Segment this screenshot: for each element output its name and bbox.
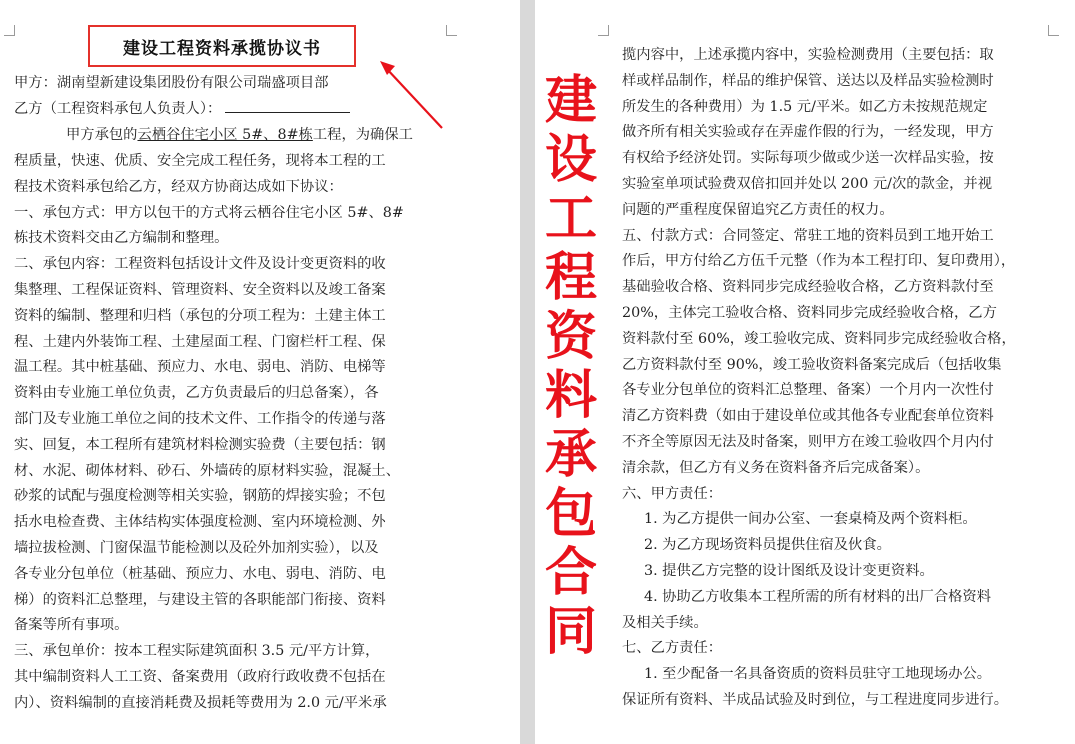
banner-character: 工	[544, 189, 597, 249]
banner-character: 设	[544, 130, 597, 190]
left-body-line: 砂浆的试配与强度检测等相关实验，钢筋的焊接实验；不包	[14, 488, 386, 505]
party-b-line	[14, 98, 350, 119]
document-title: 建设工程资料承揽协议书	[123, 38, 321, 59]
left-body-line: 资料由专业施工单位负责，乙方负责最后的归总备案），各	[14, 385, 379, 402]
crop-mark-right-top	[598, 25, 609, 36]
intro-suffix: 工程，为确保工	[312, 127, 413, 143]
left-body-line: 材、水泥、砌体材料、砂石、外墙砖的原材料实验，混凝土、	[14, 462, 401, 479]
left-body-line: 一、承包方式：甲方以包干的方式将云栖谷住宅小区 5#、8#	[14, 204, 404, 221]
crop-mark-right-top-right	[1048, 25, 1059, 36]
left-body-line: 二、承包内容：工程资料包括设计文件及设计变更资料的收	[14, 256, 386, 273]
banner-character: 同	[544, 602, 597, 662]
right-body-line: 乙方资料款付至 90%，竣工验收资料备案完成后（包括收集	[622, 356, 1002, 373]
banner-character: 资	[544, 307, 597, 367]
right-body-line: 问题的严重程度保留追究乙方责任的权力。	[622, 201, 894, 218]
left-body-line: 墙拉拔检测、门窗保温节能检测以及砼外加剂实验），以及	[14, 540, 379, 556]
red-arrow-icon	[360, 50, 450, 135]
right-body-line: 不齐全等原因无法及时备案，则甲方在竣工验收四个月内付	[622, 434, 994, 450]
left-body-line: 实、回复，本工程所有建筑材料检测实验费（主要包括：钢	[14, 436, 386, 453]
right-body-line: 4. 协助乙方收集本工程所需的所有材料的出厂合格资料	[644, 588, 992, 605]
intro-line	[66, 125, 413, 145]
banner-character: 包	[544, 484, 597, 544]
right-body-line: 有权给予经济处罚。实际每项少做或少送一次样品实验，按	[622, 150, 994, 167]
right-body-line: 七、乙方责任：	[622, 640, 723, 657]
party-a-line: 甲方：湖南望新建设集团股份有限公司瑞盛项目部	[14, 75, 329, 91]
left-body-line: 程技术资料承包给乙方，经双方协商达成如下协议：	[14, 178, 343, 195]
right-body-line: 2. 为乙方现场资料员提供住宿及伙食。	[644, 537, 891, 554]
left-body-line: 部门及专业施工单位之间的技术文件、工作指令的传递与落	[14, 411, 386, 427]
party-b-blank-field	[225, 98, 350, 113]
left-body-line: 程、土建内外装饰工程、土建屋面工程、门窗栏杆工程、保	[14, 333, 386, 350]
left-body-line: 温工程。其中桩基础、预应力、水电、弱电、消防、电梯等	[14, 359, 386, 376]
document-title-box	[88, 25, 356, 67]
page-gutter	[520, 0, 535, 744]
right-body-line: 各专业分包单位的资料汇总整理、备案）一个月内一次性付	[622, 382, 994, 399]
left-body-line: 三、承包单价：按本工程实际建筑面积 3.5 元/平方计算，	[14, 643, 380, 660]
right-body-line: 保证所有资料、半成品试验及时到位，与工程进度同步进行。	[622, 692, 1009, 708]
right-body-line: 做齐所有相关实验或存在弄虚作假的行为，一经发现，甲方	[622, 124, 994, 141]
intro-project-name: 云栖谷住宅小区 5#、8#栋	[137, 127, 313, 143]
vertical-red-banner	[536, 72, 606, 662]
left-body-line: 梯）的资料汇总整理，与建设主管的各职能部门衔接、资料	[14, 591, 386, 608]
left-body-line: 各专业分包单位（桩基础、预应力、水电、弱电、消防、电	[14, 565, 386, 582]
right-body-line: 1. 为乙方提供一间办公室、一套桌椅及两个资料柜。	[644, 511, 977, 528]
left-body-line: 集整理、工程保证资料、管理资料、安全资料以及竣工备案	[14, 282, 386, 298]
left-body-line: 栋技术资料交由乙方编制和整理。	[14, 230, 229, 247]
right-body-line: 1. 至少配备一名具备资质的资料员驻守工地现场办公。	[644, 666, 992, 683]
right-body-line: 清乙方资料费（如由于建设单位或其他各专业配套单位资料	[622, 408, 994, 425]
right-body-line: 揽内容中，上述承揽内容中，实验检测费用（主要包括：取	[622, 47, 994, 63]
right-body-line: 五、付款方式：合同签定、常驻工地的资料员到工地开始工	[622, 227, 994, 244]
crop-mark-left-top	[4, 25, 15, 36]
left-body-line: 备案等所有事项。	[14, 617, 129, 634]
right-body-line: 清余款，但乙方有义务在资料备齐后完成备案）。	[622, 459, 930, 476]
left-body-line: 内）、资料编制的直接消耗费及损耗等费用为 2.0 元/平米承	[14, 694, 387, 711]
banner-character: 承	[544, 425, 597, 485]
right-body-line: 3. 提供乙方完整的设计图纸及设计变更资料。	[644, 563, 934, 579]
crop-mark-left-top-right	[446, 25, 457, 36]
party-b-label: 乙方（工程资料承包人负责人）：	[14, 101, 222, 117]
intro-prefix: 甲方承包的	[66, 127, 138, 143]
banner-character: 料	[544, 366, 597, 426]
right-body-line: 所发生的各种费用）为 1.5 元/平米。如乙方未按规范规定	[622, 98, 988, 115]
right-body-line: 六、甲方责任：	[622, 485, 723, 502]
right-body-line: 实验室单项试验费双倍扣回并处以 200 元/次的款金，并视	[622, 176, 993, 192]
right-body-line: 及相关手续。	[622, 614, 708, 631]
left-body-line: 括水电检查费、主体结构实体强度检测、室内环境检测、外	[14, 514, 386, 531]
right-body-line: 作后，甲方付给乙方伍千元整（作为本工程打印、复印费用），	[622, 253, 1016, 270]
banner-character: 合	[544, 543, 597, 603]
left-body-line: 资料的编制、整理和归档（承包的分项工程为：土建主体工	[14, 307, 386, 324]
right-body-line: 资料款付至 60%，竣工验收完成、资料同步完成经验收合格，	[622, 330, 1016, 347]
banner-character: 程	[544, 248, 597, 308]
right-body-line: 样或样品制作，样品的维护保管、送达以及样品实验检测时	[622, 72, 994, 89]
right-body-line: 20%，主体完工验收合格、资料同步完成经验收合格，乙方	[622, 305, 997, 321]
left-body-line: 程质量，快速、优质、安全完成工程任务，现将本工程的工	[14, 153, 386, 169]
left-body-line: 其中编制资料人工工资、备案费用（政府行政收费不包括在	[14, 669, 386, 685]
banner-character: 建	[544, 71, 597, 131]
right-body-line: 基础验收合格、资料同步完成经验收合格，乙方资料款付至	[622, 279, 994, 296]
